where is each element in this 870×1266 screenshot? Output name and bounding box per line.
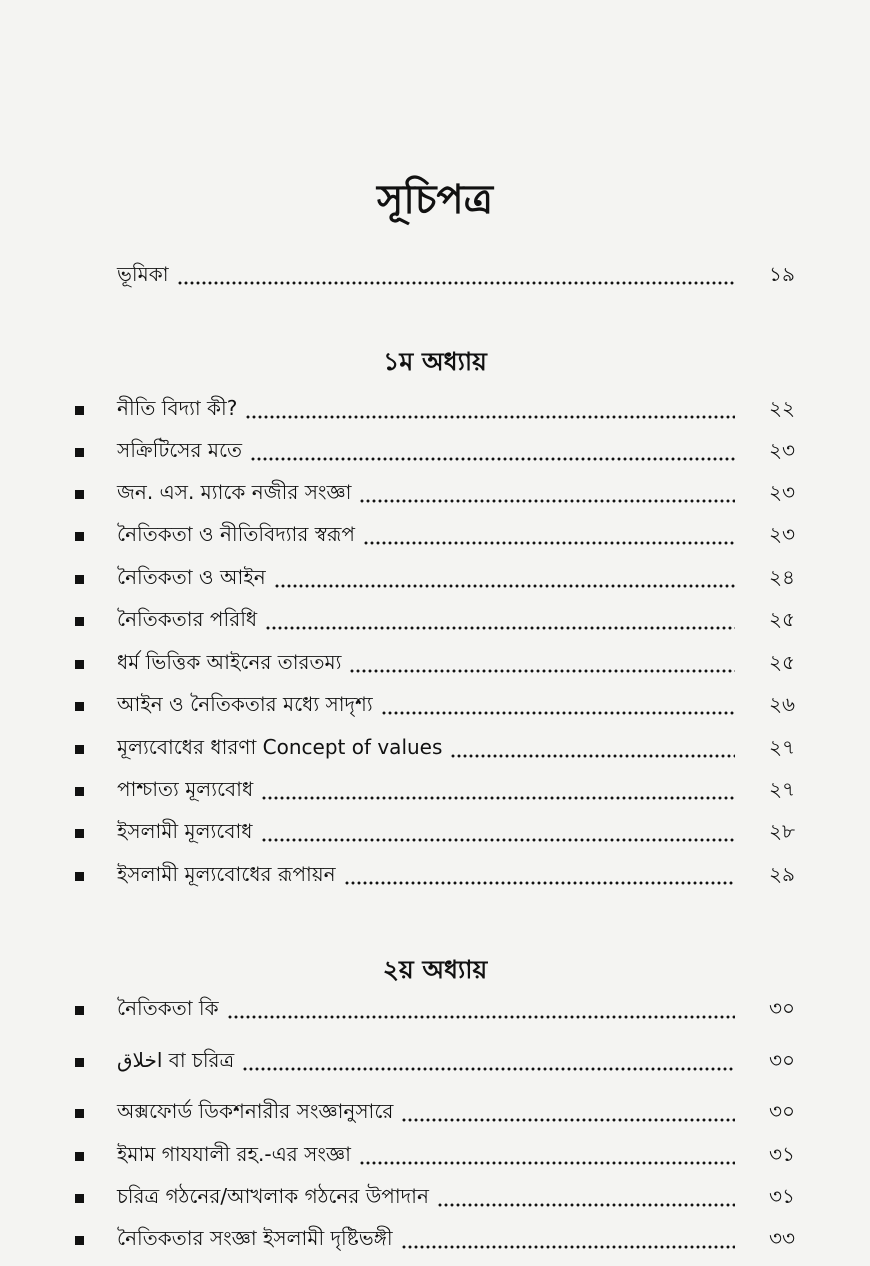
entry-label: ইসলামী মূল্যবোধ <box>117 818 253 843</box>
entry-label: আইন ও নৈতিকতার মধ্যে সাদৃশ্য <box>117 691 373 716</box>
entry-page-number: ৩০ <box>768 1098 795 1123</box>
dot-leader <box>401 1244 735 1250</box>
entry-label: اخلاق বা চরিত্র <box>117 1047 235 1072</box>
entry-page-number: ২৫ <box>769 606 795 631</box>
entry-page-number: ১৯ <box>769 261 795 286</box>
entry-page-number: ২৪ <box>769 564 795 589</box>
dot-leader <box>344 880 735 886</box>
bullet-icon <box>75 1109 84 1118</box>
bullet-icon <box>75 1194 84 1203</box>
entry-label: ভূমিকা <box>117 261 169 286</box>
entry-label: পাশ্চাত্য মূল্যবোধ <box>117 776 254 801</box>
toc-entry <box>75 688 795 724</box>
toc-entry <box>75 992 795 1028</box>
dot-leader <box>245 414 735 420</box>
dot-leader <box>359 498 735 504</box>
chapter-heading-1: ১ম অধ্যায় <box>383 347 487 376</box>
entry-page-number: ২২ <box>768 395 795 420</box>
entry-label: নৈতিকতা কি <box>117 995 219 1020</box>
dot-leader <box>450 753 735 759</box>
toc-entry <box>75 1044 795 1080</box>
entry-label: অক্সফোর্ড ডিকশনারীর সংজ্ঞানুসারে <box>117 1098 394 1123</box>
toc-entry <box>75 815 795 851</box>
toc-entry <box>75 1095 795 1131</box>
entry-page-number: ৩০ <box>768 995 795 1020</box>
dot-leader <box>437 1202 735 1208</box>
toc-entry <box>75 518 795 554</box>
dot-leader <box>401 1117 735 1123</box>
bullet-icon <box>75 1006 84 1015</box>
entry-page-number: ২৩ <box>768 437 795 462</box>
dot-leader <box>242 1066 735 1072</box>
entry-label: সক্রিটিসের মতে <box>117 437 243 462</box>
bullet-icon <box>75 406 84 415</box>
toc-entry <box>75 561 795 597</box>
entry-page-number: ২৭ <box>768 734 795 759</box>
dot-leader <box>261 837 736 843</box>
dot-leader <box>227 1014 735 1020</box>
bullet-icon <box>75 617 84 626</box>
toc-entry <box>75 476 795 512</box>
entry-label: ইসলামী মূল্যবোধের রূপায়ন <box>117 861 336 886</box>
toc-entry <box>75 1222 795 1258</box>
bullet-icon <box>75 745 84 754</box>
bullet-icon <box>75 1236 84 1245</box>
bullet-icon <box>75 702 84 711</box>
bullet-icon <box>75 872 84 881</box>
bullet-icon <box>75 787 84 796</box>
entry-label: চরিত্র গঠনের/আখলাক গঠনের উপাদান <box>117 1183 429 1208</box>
toc-entry <box>75 434 795 470</box>
entry-label: ধর্ম ভিত্তিক আইনের তারতম্য <box>117 649 342 674</box>
toc-entry <box>75 603 795 639</box>
dot-leader <box>261 795 735 801</box>
entry-label: নৈতিকতা ও নীতিবিদ্যার স্বরূপ <box>117 521 356 546</box>
bullet-icon <box>75 1058 84 1067</box>
page-title: সূচিপত্র <box>377 177 493 223</box>
entry-page-number: ২৯ <box>769 861 795 886</box>
entry-page-number: ৩০ <box>768 1047 795 1072</box>
entry-page-number: ৩১ <box>769 1141 795 1166</box>
bullet-icon <box>75 575 84 584</box>
entry-page-number: ২৫ <box>769 649 795 674</box>
dot-leader <box>359 1160 735 1166</box>
toc-entry <box>75 773 795 809</box>
dot-leader <box>349 668 735 674</box>
dot-leader <box>265 625 735 631</box>
bullet-icon <box>75 448 84 457</box>
entry-page-number: ২৩ <box>768 521 795 546</box>
entry-label: নীতি বিদ্যা কী? <box>117 395 238 420</box>
entry-page-number: ৩৩ <box>768 1225 795 1250</box>
dot-leader <box>177 280 735 286</box>
bullet-icon <box>75 490 84 499</box>
toc-entry <box>75 1138 795 1174</box>
toc-entry <box>75 646 795 682</box>
toc-entry <box>75 858 795 894</box>
entry-page-number: ২৩ <box>768 479 795 504</box>
bullet-icon <box>75 829 84 838</box>
entry-label: মূল্যবোধের ধারণা Concept of values <box>117 734 443 759</box>
entry-page-number: ২৭ <box>768 776 795 801</box>
dot-leader <box>274 583 735 589</box>
entry-label: নৈতিকতার সংজ্ঞা ইসলামী দৃষ্টিভঙ্গী <box>117 1225 393 1250</box>
chapter-heading-2: ২য় অধ্যায় <box>382 955 488 984</box>
dot-leader <box>363 540 735 546</box>
toc-entry <box>75 731 795 767</box>
dot-leader <box>250 456 735 462</box>
toc-entry-intro <box>75 258 795 294</box>
dot-leader <box>381 710 735 716</box>
toc-entry <box>75 392 795 428</box>
toc-entry <box>75 1180 795 1216</box>
entry-page-number: ২৮ <box>769 818 795 843</box>
bullet-icon <box>75 1152 84 1161</box>
entry-page-number: ৩১ <box>769 1183 795 1208</box>
entry-label: নৈতিকতা ও আইন <box>117 564 266 589</box>
entry-label: ইমাম গাযযালী রহ.-এর সংজ্ঞা <box>117 1141 351 1166</box>
entry-label: নৈতিকতার পরিধি <box>117 606 258 631</box>
bullet-icon <box>75 532 84 541</box>
entry-label: জন. এস. ম্যাকে নজীর সংজ্ঞা <box>117 479 352 504</box>
entry-page-number: ২৬ <box>768 691 795 716</box>
bullet-icon <box>75 660 84 669</box>
